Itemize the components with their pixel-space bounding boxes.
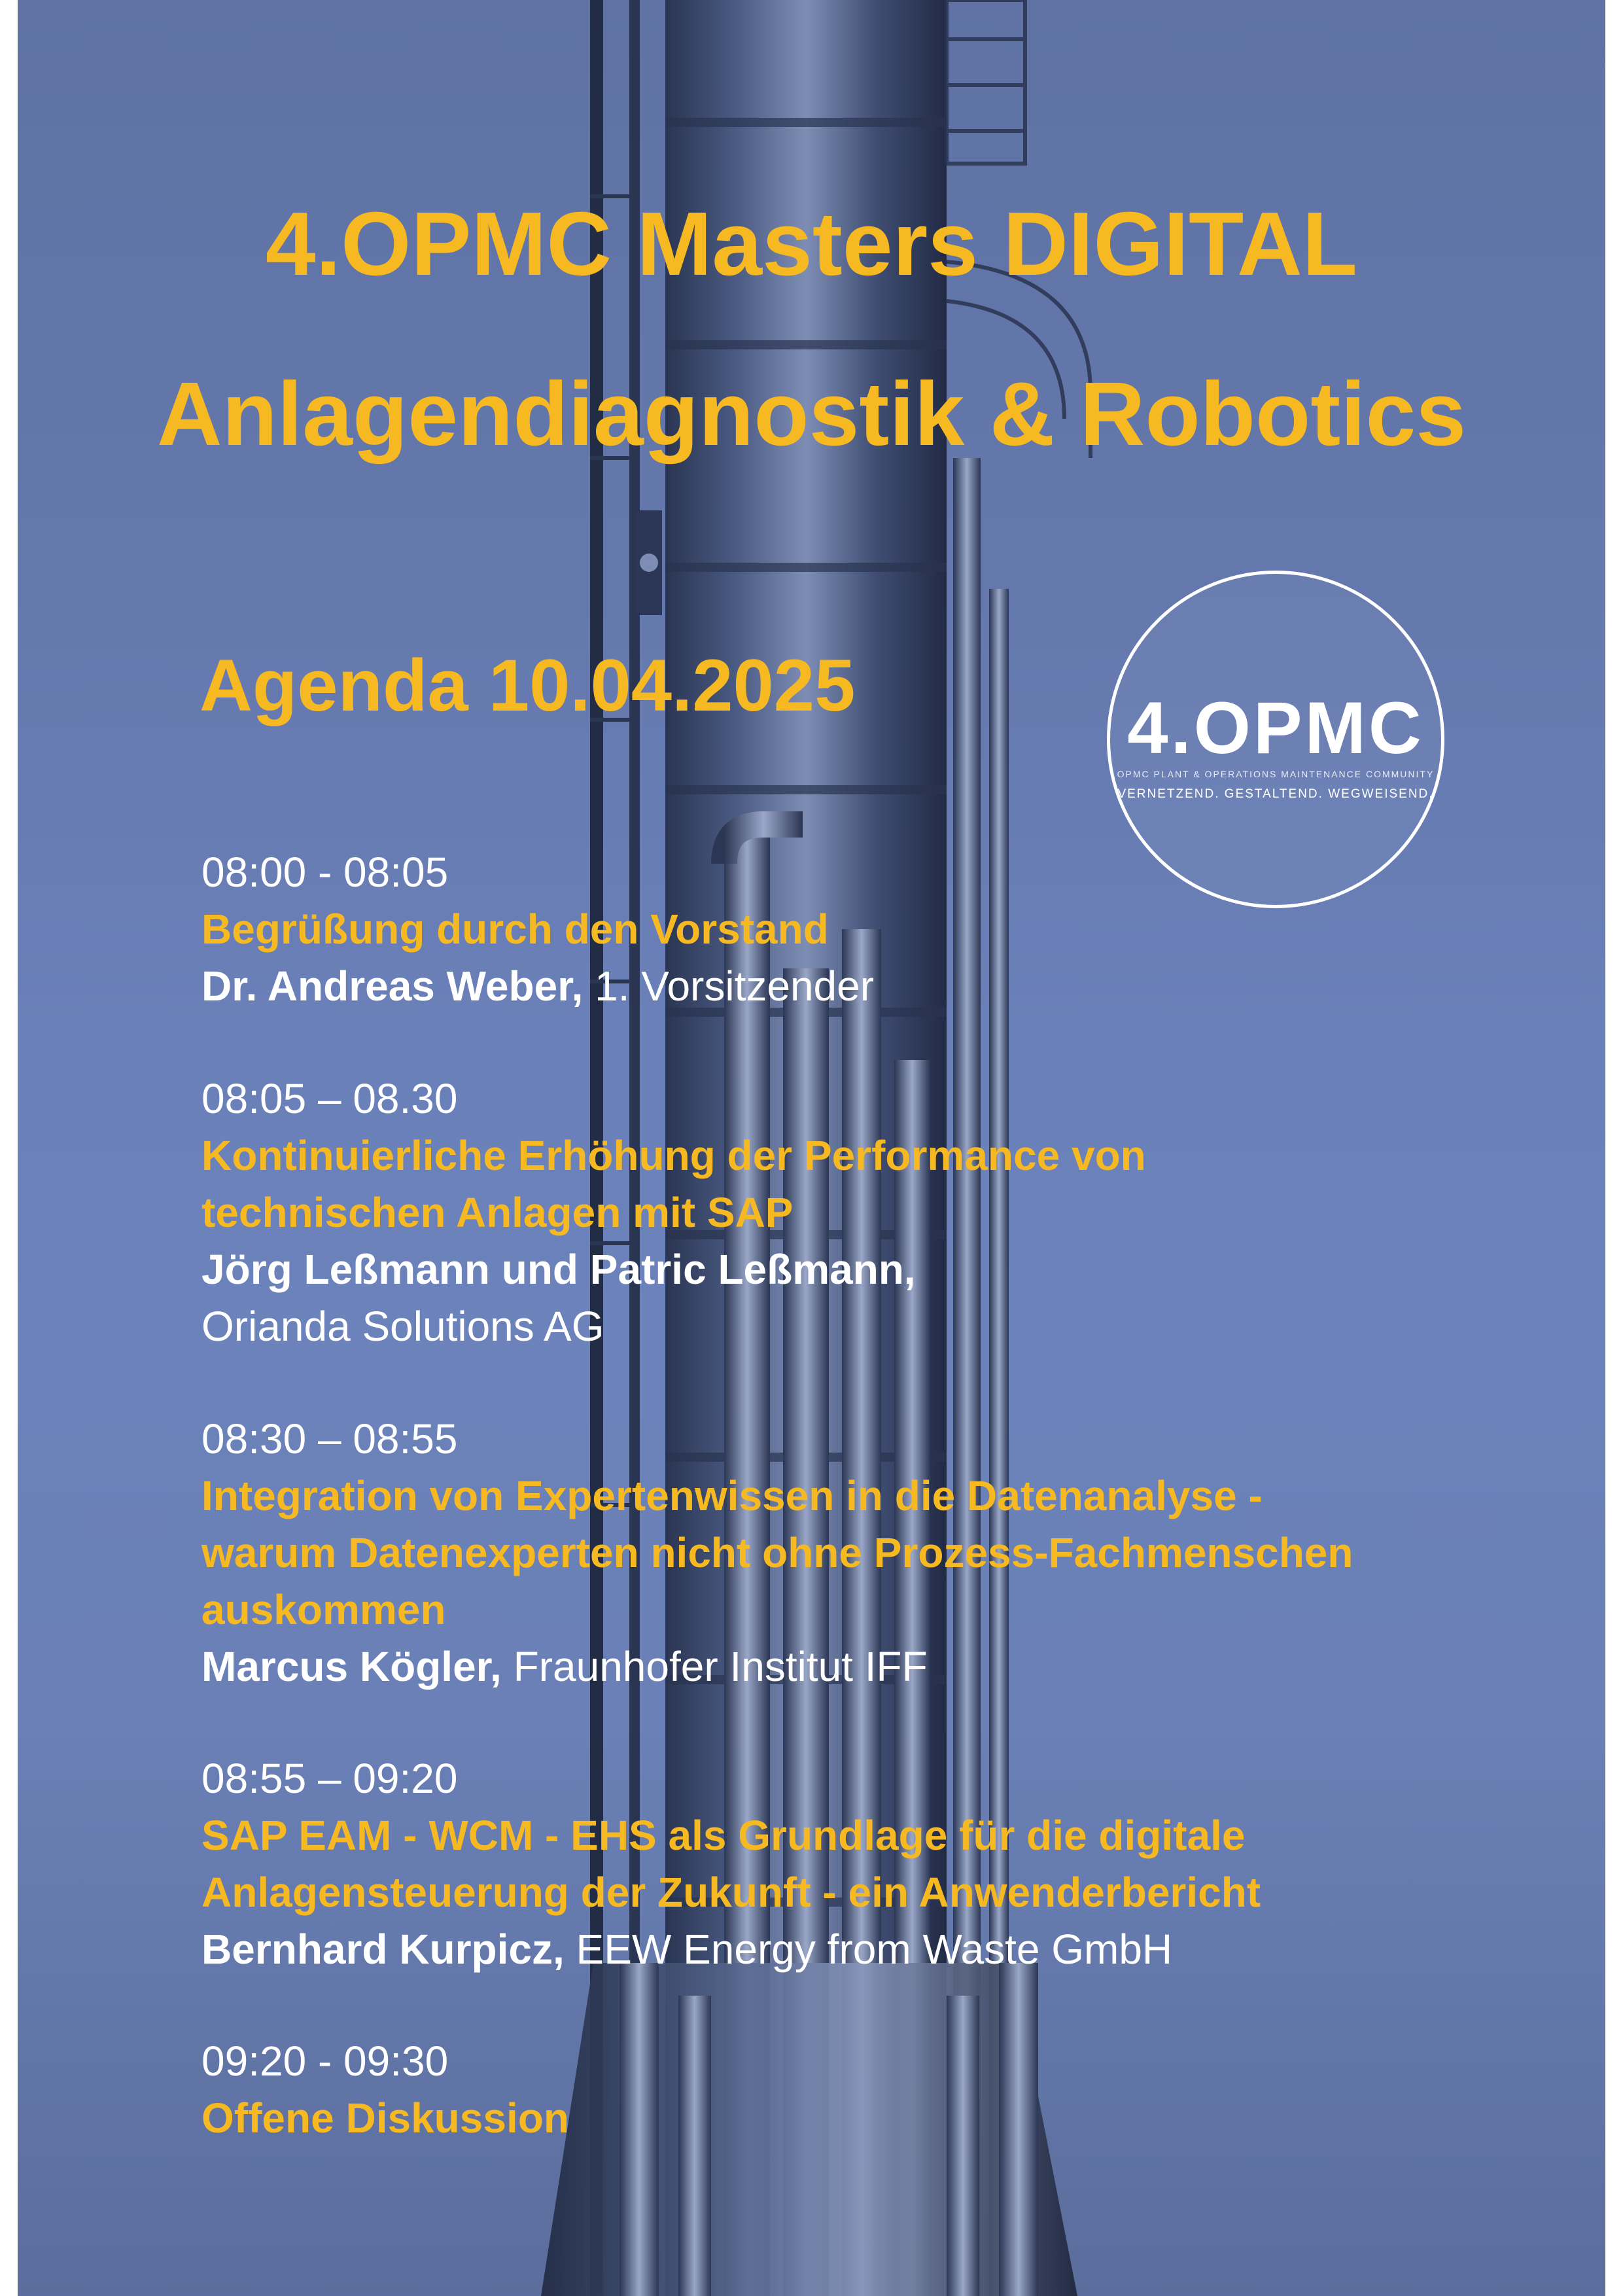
agenda-topic: Begrüßung durch den Vorstand [201,906,829,953]
title-line-1: 4.OPMC Masters DIGITAL [265,194,1358,294]
logo-subtitle: OPMC PLANT & OPERATIONS MAINTENANCE COMMUNITY [1117,769,1435,779]
agenda-topic: Anlagensteuerung der Zukunft - ein Anwenderbericht [201,1869,1261,1916]
agenda-topic: Integration von Expertenwissen in die Datenanalyse - [201,1472,1263,1519]
agenda-item [201,2033,569,2147]
speaker-name: Jörg Leßmann und Patric Leßmann, [201,1246,916,1293]
speaker-organization: Orianda Solutions AG [201,1303,604,1350]
agenda-time: 08:55 – 09:20 [201,1755,458,1802]
agenda-topic: SAP EAM - WCM - EHS als Grundlage für die digitale [201,1812,1246,1859]
agenda-time: 08:30 – 08:55 [201,1415,458,1462]
agenda-topic: Offene Diskussion [201,2094,569,2142]
agenda-time: 08:05 – 08.30 [201,1075,458,1122]
agenda-speaker [201,1921,1261,1978]
speaker-name: Dr. Andreas Weber, [201,963,584,1010]
agenda-time: 09:20 - 09:30 [201,2038,449,2085]
speaker-organization: Fraunhofer Institut IFF [501,1643,928,1690]
logo-mark: 4.OPMC [1127,687,1424,769]
title-line-2: Anlagendiagnostik & Robotics [156,364,1467,465]
agenda-speaker-organization [201,1298,1146,1355]
agenda-item [201,1411,1353,1695]
agenda-item [201,844,874,1015]
speaker-name: Bernhard Kurpicz, [201,1926,565,1973]
agenda-topic: technischen Anlagen mit SAP [201,1189,794,1236]
agenda-topic: warum Datenexperten nicht ohne Prozess-Fachmenschen [201,1529,1353,1576]
agenda-topic: auskommen [201,1586,446,1633]
agenda-speaker [201,958,874,1015]
agenda-topic: Kontinuierliche Erhöhung der Performance von [201,1132,1146,1179]
agenda-time: 08:00 - 08:05 [201,849,449,896]
logo-tagline: VERNETZEND. GESTALTEND. WEGWEISEND. [1117,787,1434,801]
poster [18,0,1605,2296]
speaker-name: Marcus Kögler, [201,1643,502,1690]
agenda-speaker [201,1638,1353,1695]
speaker-organization: EEW Energy from Waste GmbH [564,1926,1173,1973]
agenda-item [201,1750,1261,1978]
opmc-logo [1107,571,1444,908]
agenda-speaker [201,1241,1146,1298]
speaker-organization: 1. Vorsitzender [583,963,875,1010]
poster-content [18,0,1605,2296]
agenda-item [201,1070,1146,1355]
agenda-heading: Agenda 10.04.2025 [200,645,856,726]
